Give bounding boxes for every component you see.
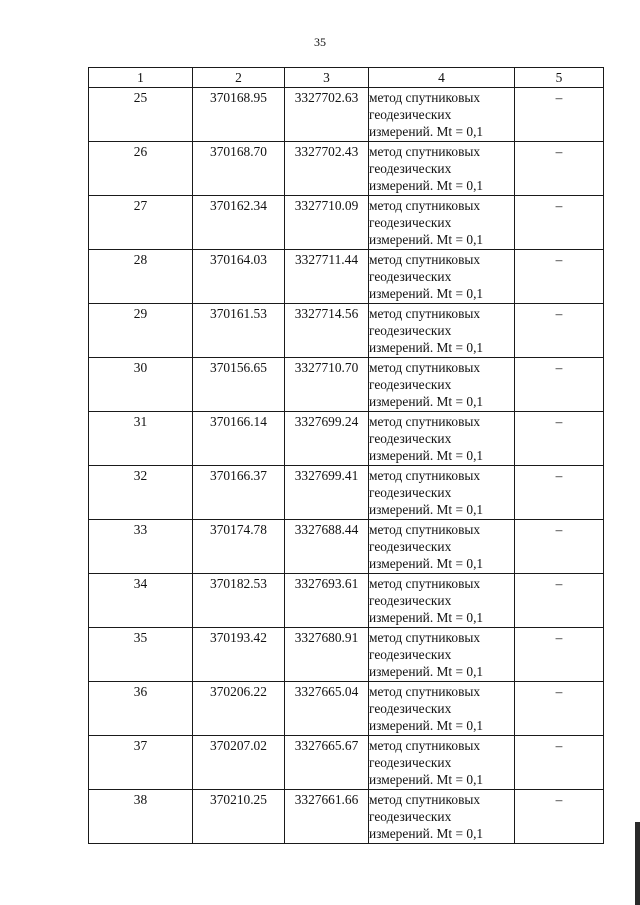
point-number-cell: 30	[89, 358, 193, 412]
method-line: геодезических	[369, 215, 452, 230]
method-line: метод спутниковых	[369, 90, 481, 105]
y-coordinate-cell: 3327693.61	[285, 574, 369, 628]
method-line: метод спутниковых	[369, 414, 481, 429]
y-coordinate-cell: 3327680.91	[285, 628, 369, 682]
x-coordinate-cell: 370166.14	[193, 412, 285, 466]
method-cell	[369, 358, 515, 412]
y-coordinate-cell: 3327665.67	[285, 736, 369, 790]
x-coordinate-cell: 370161.53	[193, 304, 285, 358]
method-line: метод спутниковых	[369, 306, 481, 321]
table-row	[89, 358, 604, 412]
x-coordinate-cell: 370162.34	[193, 196, 285, 250]
table-header-row	[89, 68, 604, 88]
table-row	[89, 196, 604, 250]
x-coordinate-cell: 370164.03	[193, 250, 285, 304]
method-line: измерений. Mt = 0,1	[369, 664, 484, 679]
table-row	[89, 736, 604, 790]
point-number-cell: 29	[89, 304, 193, 358]
point-number-cell: 27	[89, 196, 193, 250]
table-row	[89, 682, 604, 736]
note-cell: –	[515, 358, 604, 412]
y-coordinate-cell: 3327661.66	[285, 790, 369, 844]
table-row	[89, 142, 604, 196]
table-row	[89, 304, 604, 358]
note-cell: –	[515, 736, 604, 790]
method-line: метод спутниковых	[369, 576, 481, 591]
point-number-cell: 26	[89, 142, 193, 196]
y-coordinate-cell: 3327714.56	[285, 304, 369, 358]
method-line: измерений. Mt = 0,1	[369, 610, 484, 625]
method-line: геодезических	[369, 269, 452, 284]
y-coordinate-cell: 3327711.44	[285, 250, 369, 304]
method-line: метод спутниковых	[369, 468, 481, 483]
note-cell: –	[515, 628, 604, 682]
table-row	[89, 574, 604, 628]
x-coordinate-cell: 370168.95	[193, 88, 285, 142]
x-coordinate-cell: 370168.70	[193, 142, 285, 196]
point-number-cell: 25	[89, 88, 193, 142]
method-line: измерений. Mt = 0,1	[369, 124, 484, 139]
point-number-cell: 36	[89, 682, 193, 736]
method-line: измерений. Mt = 0,1	[369, 178, 484, 193]
method-line: геодезических	[369, 161, 452, 176]
column-header-1: 1	[89, 68, 193, 88]
method-cell	[369, 466, 515, 520]
note-cell: –	[515, 520, 604, 574]
method-line: измерений. Mt = 0,1	[369, 448, 484, 463]
method-cell	[369, 196, 515, 250]
method-cell	[369, 304, 515, 358]
method-cell	[369, 736, 515, 790]
method-cell	[369, 574, 515, 628]
point-number-cell: 38	[89, 790, 193, 844]
y-coordinate-cell: 3327699.41	[285, 466, 369, 520]
table-row	[89, 628, 604, 682]
note-cell: –	[515, 790, 604, 844]
point-number-cell: 35	[89, 628, 193, 682]
x-coordinate-cell: 370182.53	[193, 574, 285, 628]
column-header-3: 3	[285, 68, 369, 88]
note-cell: –	[515, 88, 604, 142]
method-line: метод спутниковых	[369, 738, 481, 753]
method-line: метод спутниковых	[369, 684, 481, 699]
method-line: измерений. Mt = 0,1	[369, 826, 484, 841]
method-line: метод спутниковых	[369, 252, 481, 267]
method-line: метод спутниковых	[369, 792, 481, 807]
method-cell	[369, 790, 515, 844]
note-cell: –	[515, 412, 604, 466]
table-body	[89, 88, 604, 844]
coordinates-table	[88, 67, 604, 844]
method-line: геодезических	[369, 647, 452, 662]
y-coordinate-cell: 3327702.63	[285, 88, 369, 142]
method-line: измерений. Mt = 0,1	[369, 286, 484, 301]
y-coordinate-cell: 3327710.70	[285, 358, 369, 412]
method-line: метод спутниковых	[369, 198, 481, 213]
point-number-cell: 28	[89, 250, 193, 304]
method-line: измерений. Mt = 0,1	[369, 340, 484, 355]
y-coordinate-cell: 3327702.43	[285, 142, 369, 196]
method-line: геодезических	[369, 377, 452, 392]
method-cell	[369, 628, 515, 682]
method-line: геодезических	[369, 485, 452, 500]
y-coordinate-cell: 3327688.44	[285, 520, 369, 574]
method-line: измерений. Mt = 0,1	[369, 718, 484, 733]
method-line: метод спутниковых	[369, 144, 481, 159]
method-line: измерений. Mt = 0,1	[369, 232, 484, 247]
table-row	[89, 790, 604, 844]
scan-edge-mark	[635, 822, 640, 905]
note-cell: –	[515, 250, 604, 304]
note-cell: –	[515, 142, 604, 196]
method-line: геодезических	[369, 539, 452, 554]
y-coordinate-cell: 3327710.09	[285, 196, 369, 250]
point-number-cell: 34	[89, 574, 193, 628]
method-cell	[369, 250, 515, 304]
note-cell: –	[515, 304, 604, 358]
y-coordinate-cell: 3327699.24	[285, 412, 369, 466]
table-row	[89, 466, 604, 520]
note-cell: –	[515, 466, 604, 520]
note-cell: –	[515, 574, 604, 628]
table-row	[89, 250, 604, 304]
method-line: геодезических	[369, 323, 452, 338]
method-line: геодезических	[369, 809, 452, 824]
method-line: метод спутниковых	[369, 522, 481, 537]
note-cell: –	[515, 196, 604, 250]
table-row	[89, 88, 604, 142]
point-number-cell: 31	[89, 412, 193, 466]
x-coordinate-cell: 370210.25	[193, 790, 285, 844]
method-line: измерений. Mt = 0,1	[369, 556, 484, 571]
table-row	[89, 520, 604, 574]
x-coordinate-cell: 370166.37	[193, 466, 285, 520]
method-cell	[369, 682, 515, 736]
table-row	[89, 412, 604, 466]
column-header-2: 2	[193, 68, 285, 88]
column-header-5: 5	[515, 68, 604, 88]
point-number-cell: 33	[89, 520, 193, 574]
x-coordinate-cell: 370174.78	[193, 520, 285, 574]
method-line: геодезических	[369, 755, 452, 770]
method-line: метод спутниковых	[369, 630, 481, 645]
method-cell	[369, 88, 515, 142]
method-cell	[369, 142, 515, 196]
x-coordinate-cell: 370206.22	[193, 682, 285, 736]
method-line: геодезических	[369, 431, 452, 446]
method-line: геодезических	[369, 701, 452, 716]
method-cell	[369, 520, 515, 574]
x-coordinate-cell: 370156.65	[193, 358, 285, 412]
x-coordinate-cell: 370193.42	[193, 628, 285, 682]
column-header-4: 4	[369, 68, 515, 88]
x-coordinate-cell: 370207.02	[193, 736, 285, 790]
method-line: измерений. Mt = 0,1	[369, 772, 484, 787]
y-coordinate-cell: 3327665.04	[285, 682, 369, 736]
point-number-cell: 37	[89, 736, 193, 790]
method-line: геодезических	[369, 593, 452, 608]
method-line: измерений. Mt = 0,1	[369, 394, 484, 409]
note-cell: –	[515, 682, 604, 736]
point-number-cell: 32	[89, 466, 193, 520]
method-line: измерений. Mt = 0,1	[369, 502, 484, 517]
page-number: 35	[314, 35, 326, 49]
method-cell	[369, 412, 515, 466]
method-line: геодезических	[369, 107, 452, 122]
method-line: метод спутниковых	[369, 360, 481, 375]
